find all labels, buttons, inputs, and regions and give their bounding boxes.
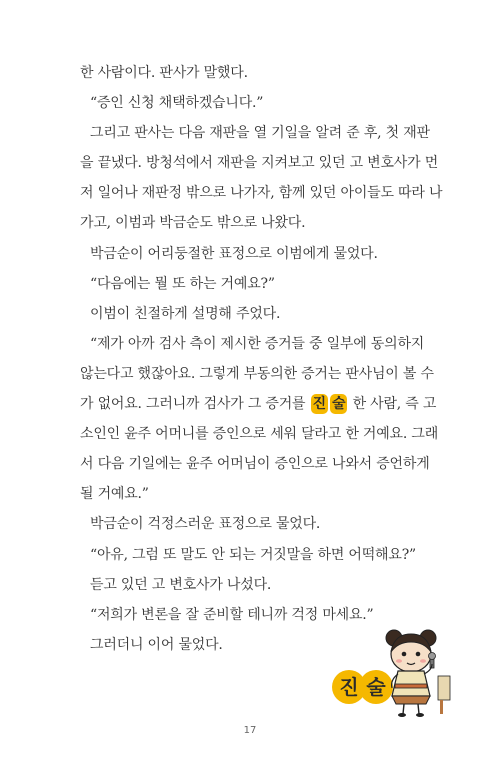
text-line: 가고, 이범과 박금순도 밖으로 나왔다. [80,215,306,232]
page-number: 17 [243,725,257,736]
text-line: 그리고 판사는 다음 재판을 열 기일을 알려 준 후, 첫 재판 [90,125,430,142]
keyword-highlight-char: 술 [331,396,346,413]
text-line: 저 일어나 재판정 밖으로 나가자, 함께 있던 아이들도 따라 나 [80,185,443,202]
text-line: “제가 아까 검사 측이 제시한 증거들 중 일부에 동의하지 [90,335,425,352]
text-line: “증인 신청 채택하겠습니다.” [90,95,264,112]
mascot-girl-illustration [376,624,456,719]
text-line: 박금순이 어리둥절한 표정으로 이범에게 물었다. [90,245,378,262]
text-line: “다음에는 뭘 또 하는 거예요?” [90,275,275,292]
text-line: 한 사람이다. 판사가 말했다. [80,65,248,81]
text-line: 이범이 친절하게 설명해 주었다. [90,305,281,322]
text-line: 될 거예요.” [80,486,149,503]
text-line: 듣고 있던 고 변호사가 나섰다. [90,576,272,593]
text-line: 않는다고 했잖아요. 그렇게 부동의한 증거는 판사님이 볼 수 [80,365,434,382]
text-line: “저희가 변론을 잘 준비할 테니까 걱정 마세요.” [90,606,374,623]
text-line: “아유, 그럼 또 말도 안 되는 거짓말을 하면 어떡해요?” [90,546,416,563]
text-line-with-keyword [80,389,437,419]
glossary-badge-char: 술 [359,670,393,704]
text-line: 그러더니 이어 물었다. [90,636,223,653]
text-line: 박금순이 걱정스러운 표정으로 물었다. [90,516,321,533]
text-segment: 한 사람, 즉 고 [352,396,437,413]
keyword-highlight-char: 진 [312,396,326,413]
text-line: 서 다음 기일에는 윤주 어머님이 증인으로 나와서 증언하게 [80,456,430,473]
text-segment: 가 없어요. 그러니까 검사가 그 증거를 [80,396,306,413]
text-line: 을 끝냈다. 방청석에서 재판을 지켜보고 있던 고 변호사가 먼 [80,155,439,172]
glossary-badge-char: 진 [332,670,366,704]
body-text [80,58,443,660]
text-line: 소인인 윤주 어머니를 증인으로 세워 달라고 한 거예요. 그래 [80,426,439,443]
